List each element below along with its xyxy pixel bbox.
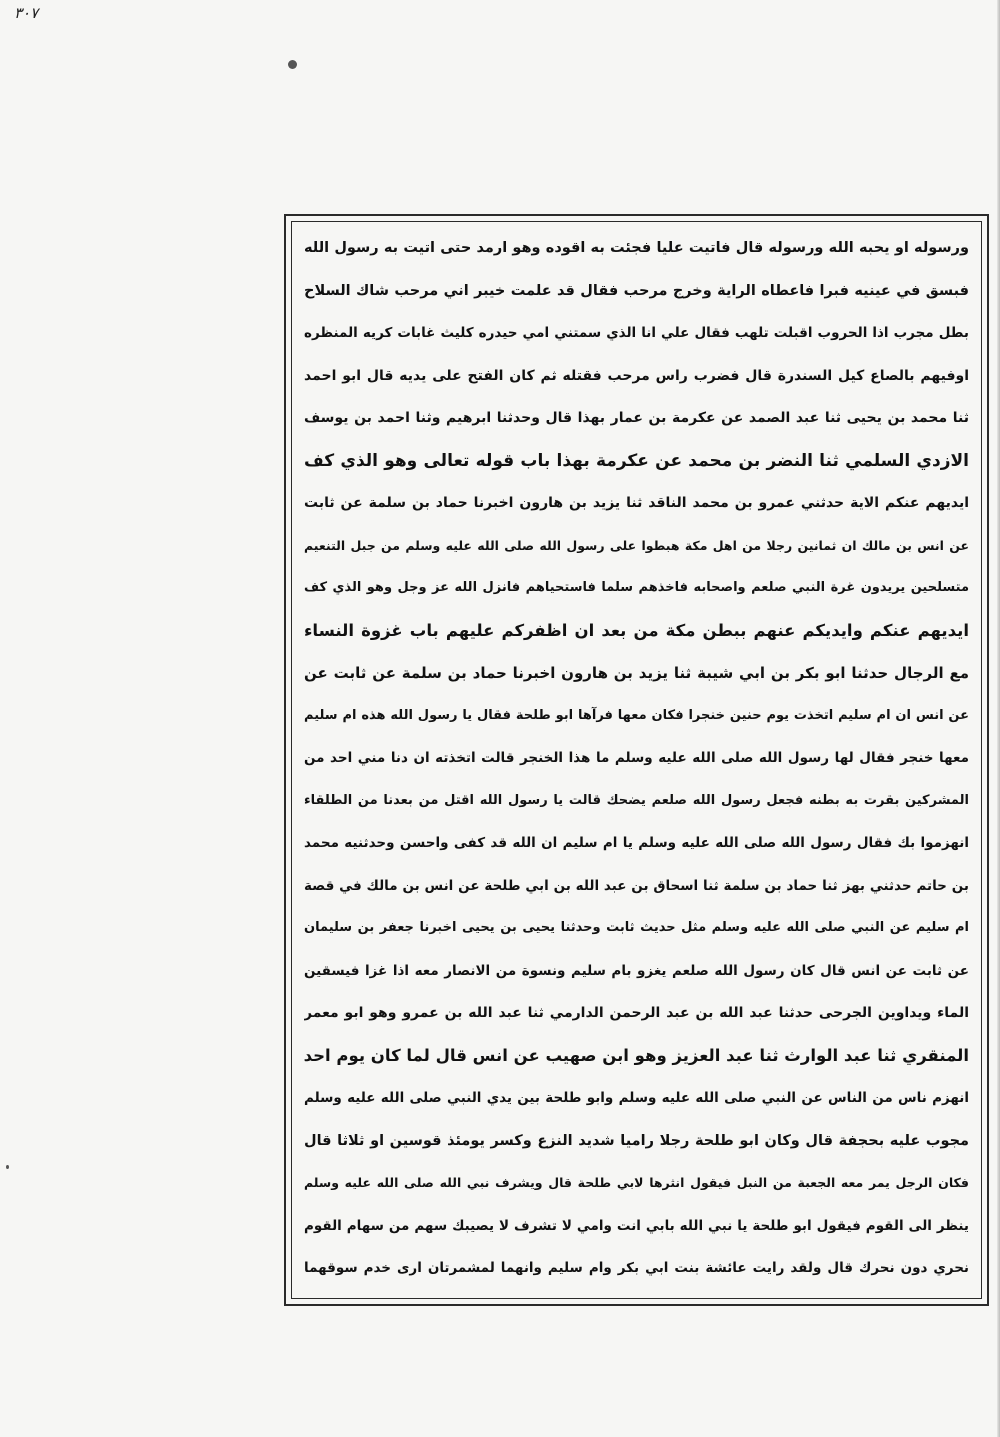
text-line: ايديهم عنكم وايديكم عنهم ببطن مكة من بعد ان اظفركم عليهم باب غزوة النساء xyxy=(304,620,969,640)
text-frame-inner-rule xyxy=(291,221,982,1299)
text-line: اوفيهم بالصاع كيل السندرة قال فضرب راس مرحب فقتله ثم كان الفتح على يديه قال ابو احمد xyxy=(304,367,969,384)
folio-number: ٣٠٧ xyxy=(14,4,39,22)
text-frame xyxy=(284,214,989,1306)
text-line: عن انس بن مالك ان ثمانين رجلا من اهل مكة هبطوا على رسول الله صلى الله عليه وسلم من جبل التنعيم xyxy=(304,537,969,553)
text-line: عن انس ان ام سليم اتخذت يوم حنين خنجرا فكان معها فرآها ابو طلحة فقال يا رسول الله هذه ام سليم xyxy=(304,707,969,723)
text-line: انهزم ناس من الناس عن النبي صلى الله عليه وسلم وابو طلحة بين يدي النبي صلى الله عليه وسلم xyxy=(304,1090,969,1106)
text-line: بطل مجرب اذا الحروب اقبلت تلهب فقال علي انا الذي سمتني امي حيدره كليث غابات كريه المنظره xyxy=(304,325,969,341)
text-line: عن ثابت عن انس قال كان رسول الله صلعم يغزو بام سليم ونسوة من الانصار معه اذا غزا فيسقين xyxy=(304,962,969,979)
text-line: فبسق في عينيه فبرا فاعطاه الراية وخرج مرحب فقال قد علمت خيبر اني مرحب شاك السلاح xyxy=(304,282,969,299)
text-line: ينظر الى القوم فيقول ابو طلحة يا نبي الله بابي انت وامي لا تشرف لا يصيبك سهم من سهام القوم xyxy=(304,1217,969,1234)
text-line: ثنا محمد بن يحيى ثنا عبد الصمد عن عكرمة بن عمار بهذا قال وحدثنا ابرهيم وثنا احمد بن يوسف xyxy=(304,410,969,426)
text-line: فكان الرجل يمر معه الجعبة من النبل فيقول انثرها لابي طلحة قال ويشرف نبي الله صلى الله عليه وسلم xyxy=(304,1175,969,1190)
manuscript-text-block xyxy=(304,234,969,1290)
text-line: متسلحين يريدون غرة النبي صلعم واصحابه فاخذهم سلما فاستحياهم فانزل الله عز وجل وهو الذي كف xyxy=(304,580,969,595)
text-line: مع الرجال حدثنا ابو بكر بن ابي شيبة ثنا يزيد بن هارون اخبرنا حماد بن سلمة عن ثابت عن xyxy=(304,664,969,682)
ink-speck xyxy=(288,60,297,69)
text-line: ايديهم عنكم الاية حدثني عمرو بن محمد الناقد ثنا يزيد بن هارون اخبرنا حماد بن سلمة عن ثابت xyxy=(304,495,969,511)
text-line: بن حاتم حدثني بهز ثنا حماد بن سلمة ثنا اسحاق بن عبد الله بن ابي طلحة عن انس بن مالك في قصة xyxy=(304,877,969,894)
ink-speck xyxy=(6,1165,9,1169)
text-line: ورسوله او يحبه الله ورسوله قال فاتيت عليا فجئت به اقوده وهو ارمد حتى اتيت به رسول الله xyxy=(304,240,969,256)
text-line: مجوب عليه بحجفة قال وكان ابو طلحة رجلا راميا شديد النزع وكسر يومئذ قوسين او ثلاثا قال xyxy=(304,1132,969,1149)
text-line: ام سليم عن النبي صلى الله عليه وسلم مثل حديث ثابت وحدثنا يحيى بن يحيى اخبرنا جعفر بن سليمان xyxy=(304,920,969,935)
text-line: الماء ويداوين الجرحى حدثنا عبد الله بن عبد الرحمن الدارمي ثنا عبد الله بن عمرو وهو ابو معمر xyxy=(304,1005,969,1021)
text-line: المنقري ثنا عبد الوارث ثنا عبد العزيز وهو ابن صهيب عن انس قال لما كان يوم احد xyxy=(304,1045,969,1065)
text-line: المشركين بقرت به بطنه فجعل رسول الله صلعم يضحك قالت يا رسول الله اقتل من بعدنا من الطلقاء xyxy=(304,792,969,808)
text-line: الازدي السلمي ثنا النضر بن محمد عن عكرمة بهذا باب قوله تعالى وهو الذي كف xyxy=(304,450,969,471)
text-line: انهزموا بك فقال رسول الله صلى الله عليه وسلم يا ام سليم ان الله قد كفى واحسن وحدثنيه محمد xyxy=(304,835,969,851)
text-line: معها خنجر فقال لها رسول الله صلى الله عليه وسلم ما هذا الخنجر قالت اتخذته ان دنا مني احد من xyxy=(304,750,969,766)
text-line: نحري دون نحرك قال ولقد رايت عائشة بنت ابي بكر وام سليم وانهما لمشمرتان ارى خدم سوقهما xyxy=(304,1260,969,1276)
